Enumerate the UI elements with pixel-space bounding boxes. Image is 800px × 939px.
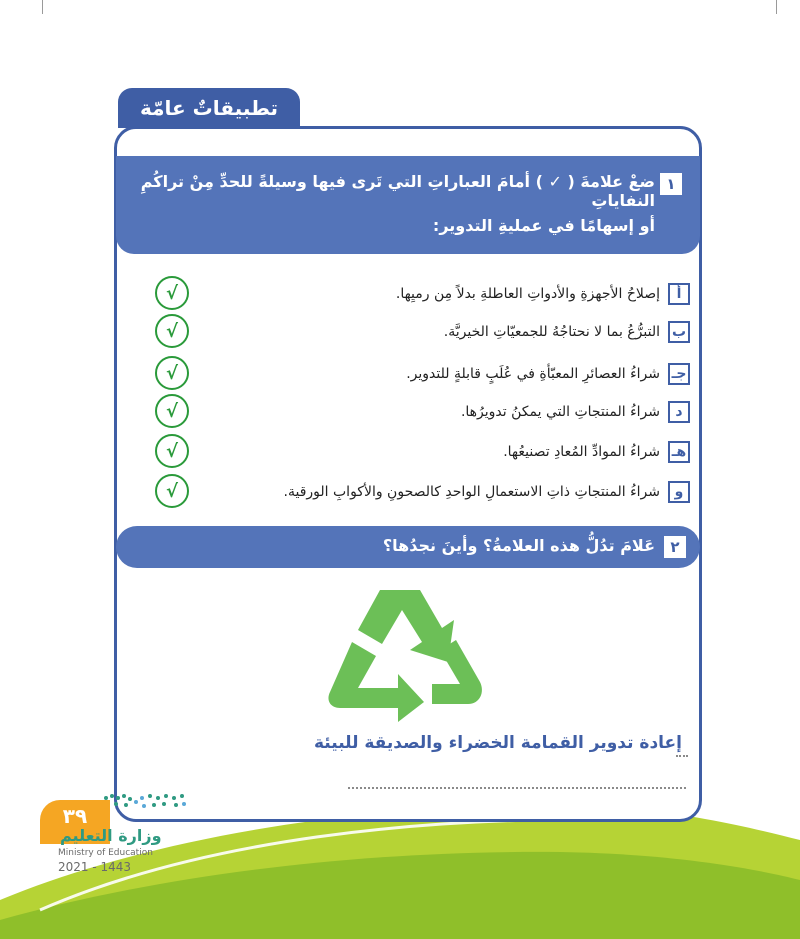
item-text: شراءُ المنتجاتِ ذاتِ الاستعمالِ الواحدِ كالصحونِ والأكوابِ الورقية. [283, 484, 660, 500]
item-letter: و [668, 481, 690, 503]
answer-line [348, 787, 686, 789]
question-1-line-1: ضعْ علامةَ ( ✓ ) أمامَ العباراتِ التي تَرى فيها وسيلةً للحدِّ مِنْ تراكُمِ النفاياتِ [140, 172, 655, 210]
item-letter: ب [668, 321, 690, 343]
question-2-text: عَلامَ تدُلُّ هذه العلامةُ؟ وأينَ نجدُها؟ [382, 536, 655, 555]
ministry-name-en: Ministry of Education [58, 848, 153, 858]
list-item [444, 320, 690, 344]
item-text: شراءُ المنتجاتِ التي يمكنُ تدويرُها. [460, 404, 660, 420]
answer-line [676, 755, 688, 757]
list-item [284, 480, 690, 504]
list-item [461, 400, 690, 424]
check-mark-icon: √ [155, 434, 189, 468]
item-letter: جـ [668, 363, 690, 385]
ministry-name-ar: وزارة التعليم [60, 826, 162, 845]
answer-text: إعادة تدوير القمامة الخضراء والصديقة للبيئة [314, 733, 682, 753]
recycle-icon [320, 580, 490, 725]
list-item [396, 282, 690, 306]
check-mark-icon: √ [155, 356, 189, 390]
academic-year: 2021 - 1443 [58, 860, 132, 874]
page-number: ٣٩ [40, 800, 110, 844]
check-mark-icon: √ [155, 394, 189, 428]
list-item [406, 362, 690, 386]
item-text: شراءُ الموادِّ المُعادِ تصنيعُها. [503, 444, 660, 460]
item-text: إصلاحُ الأجهزةِ والأدواتِ العاطلةِ بدلاً مِن رميِها. [395, 286, 660, 302]
ministry-logo-icon [100, 790, 190, 820]
crop-mark [42, 0, 43, 14]
crop-mark [776, 0, 777, 14]
section-title: تطبيقاتٌ عامّة [118, 88, 300, 128]
item-letter: د [668, 401, 690, 423]
item-text: التبرُّعُ بما لا نحتاجُهُ للجمعيّاتِ الخيريَّة. [443, 324, 660, 340]
item-letter: أ [668, 283, 690, 305]
list-item [503, 440, 690, 464]
question-1-number: ١ [660, 173, 682, 195]
check-mark-icon: √ [155, 474, 189, 508]
check-mark-icon: √ [155, 314, 189, 348]
check-mark-icon: √ [155, 276, 189, 310]
question-2-number: ٢ [664, 536, 686, 558]
item-text: شراءُ العصائرِ المعبّأةِ في عُلَبٍ قابلةٍ للتدوير. [406, 366, 660, 382]
question-1-line-2: أو إسهامًا في عمليةِ التدوير: [432, 216, 655, 235]
item-letter: هـ [668, 441, 690, 463]
